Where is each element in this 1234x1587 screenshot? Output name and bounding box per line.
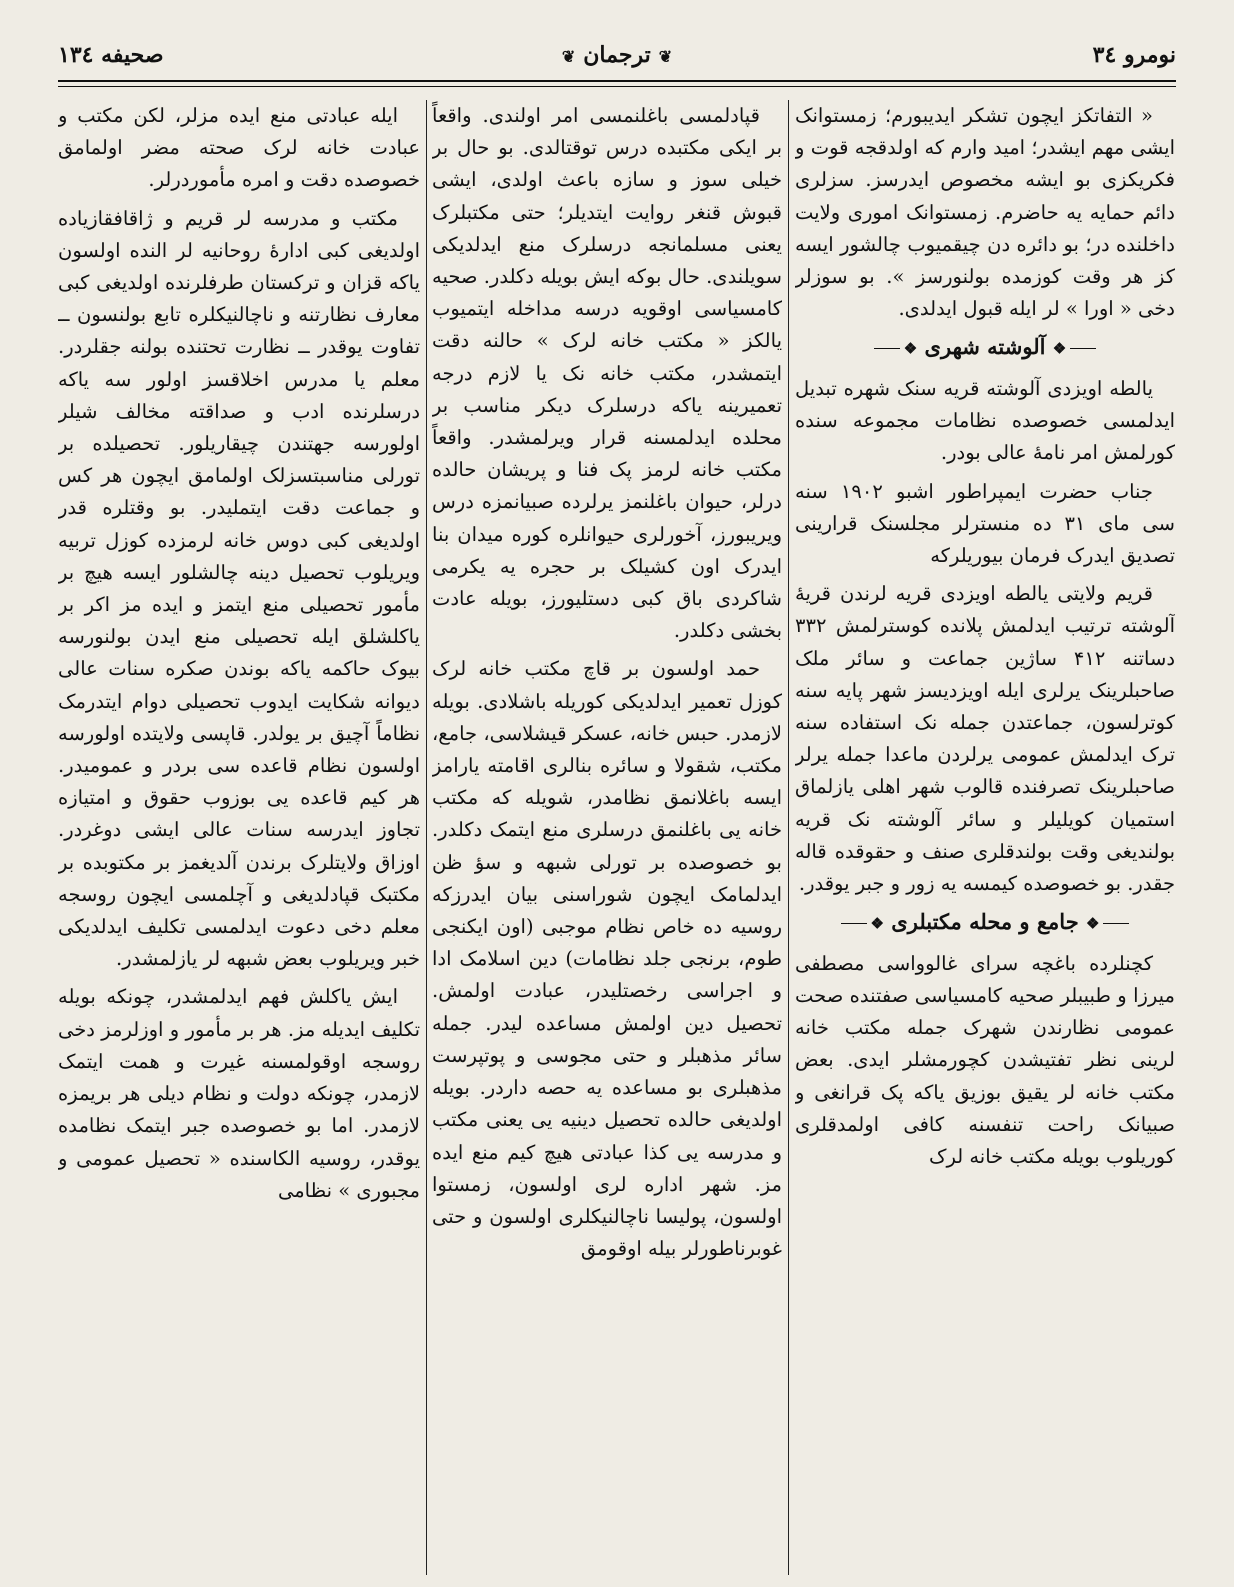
heading-flourish-icon: ❖ — [1052, 339, 1067, 358]
article-paragraph: یالطه اویزدی آلوشته قریه سنک شهره تبدیل ایدلمسی خصوصده نظامات مجموعه سنده کورلمش امر نامهٔ عالی بودر. — [795, 377, 1175, 465]
ornament-right-icon: ❦ — [561, 46, 576, 66]
heading-flourish-icon: ❖ — [1086, 914, 1100, 933]
masthead-title: ترجمان — [583, 42, 651, 68]
column-divider-left — [426, 100, 427, 1575]
heading-flourish-icon: ❖ — [903, 339, 918, 358]
article-paragraph: کچنلرده باغچه سرای غالوواسی مصطفی میرزا و طبیبلر صحیه کامسیاسی صفتنده صحت عمومی نظارندن شهرک جمله مکتب خانه لرینی نظر تفتیشدن کچورمشلر ایدی. بعض مکتب خانه لر یقیق بوزیق یاکه پک قرانغی و صبیانک راحت تنفسنه کافی اولمدقلری کوریلوب بویله مکتب خانه لرک — [795, 951, 1175, 1169]
page-header — [58, 38, 1176, 78]
article-paragraph: ایله عبادتی منع ایده مزلر، لکن مکتب و عبادت خانه لرک صحته مضر اولمامق خصوصده دقت و امره مأموردرلر. — [58, 104, 420, 192]
article-paragraph: حمد اولسون بر قاچ مکتب خانه لرک کوزل تعمیر ایدلدیکی کوریله باشلادی. بویله لازمدر. حبس خانه، عسکر قیشلاسی، جامع، مکتب، شقولا و سائره بنالری اقامته یارامز ایسه باغلانمق نظامدر، شویله که مکتب خانه یی باغلنمق درسلری منع ایتمک دکلدر. بو خصوصده بر تورلی شبهه و سؤ ظن ایدلمامک ایچون شوراسنی بیان ایدرزکه روسیه ده خاص نظام موجبی (اون ایکنجی طوم، برنجی جلد نظامات) دین اسلامک ادا و اجراسی رخصتلیدر، عبادت اولمش. تحصیل دین اولمش مساعده لیدر. جمله سائر مذهبلر و حتی مجوسی و پوتپرست مذهبلری بو مساعده یه حصه داردر. بویله اولدیغی حالده تحصیل دینیه یی یعنی مکتب و مدرسه یی کذا عبادتی هیچ کیم منع ایده مز. شهر اداره لری اولسون، زمستوا اولسون، پولیسا ناچالنیکلری اولسون و حتی غوبرناطورلر بیله اوقومق — [432, 657, 782, 1261]
article-paragraph: ایش یاکلش فهم ایدلمشدر، چونکه بویله تکلیف ایدیله مز. هر بر مأمور و اوزلرمز دخی روسجه اوقولمسنه غیرت و همت ایتمک لازمدر، چونکه دولت و نظام دیلی هر بریمزه لازمدر. اما بو خصوصده جبر ایتمک نظامده یوقدر، روسیه الکاسنده « تحصیل عمومی و مجبوری » نظامی — [58, 985, 420, 1202]
article-paragraph: « التفاتکز ایچون تشکر ایدیبورم؛ زمستوانک ایشی مهم ایشدر؛ امید وارم که اولدقجه قوت و فکریکزی بو ایشه مخصوص ایدرسز. سزلری دائم حمایه یه حاضرم. زمستوانک اموری ولایت داخلنده در؛ بو دائره دن چیقمیوب چالشور ایسه کز هر وقت کوزمده بولنورسز ». بو سوزلر دخی « اورا » لر ایله قبول ایدلدی. — [795, 104, 1175, 321]
header-rule-thick — [58, 80, 1176, 82]
article-paragraph: جناب حضرت ایمپراطور اشبو ۱۹۰۲ سنه سی مای ۳۱ ده منسترلر مجلسنک قرارینی تصدیق ایدرک فرمان بیوریلرکه — [795, 479, 1175, 568]
heading-dash — [874, 348, 900, 349]
article-paragraph: مکتب و مدرسه لر قریم و ژاقافقازیاده اولدیغی کبی ادارهٔ روحانیه لر النده اولسون یاکه قزان و ترکستان طرفلرنده اولدیغی کبی معارف نظارتنه و ناچالنیکلره تابع بولنسون ــ تفاوت یوقدر ــ نظارت تحتنده بولنه جقلردر. معلم یا مدرس اخلاقسز اولور سه یاکه درسلرنده ادب و صداقته مخالف شیلر اولورسه جهتندن چیقاریلور. تحصیلده بر تورلی مناسبتسزلک اولمامق ایچون هر کس و جماعت دقت ایتملیدر. بو وقتلره قدر اولدیغی کبی دوس خانه لرمزده کوزل تربیه ویریلوب تحصیل دینه چالشلور ایسه هیچ بر مأمور تحصیلی منع ایتمز و ایده مز اکر بر یاکلشلق ایله تحصیلی منع ایدن بولنورسه بیوک حاکمه یاکه بوندن صکره سنات عالی دیوانه شکایت ایدوب تحصیلی دوام ایتدرمک نظاماً آچیق بر یولدر. قاپسی ولایتده اولورسه اولسون نظام قاعده سی بردر و عمومیدر. هر کیم قاعده یی بوزوب حقوق و امتیازه تجاوز ایدرسه سنات عالی ایشی دوغردر. اوزاق ولایتلرک برندن آلدیغمز بر مکتوبده بر مکتبک قپادلدیغی و آچلمسی ایچون روسجه معلم دخی دعوت ایدلمسی تکلیف ایدلدیکی خبر ویریلوب بعض شبهه لر یازلمشدر. — [58, 206, 420, 971]
ornament-left-icon: ❦ — [658, 46, 673, 66]
heading-dash — [1103, 923, 1129, 924]
column-right — [795, 100, 1175, 1575]
masthead-title-block — [554, 42, 680, 68]
section-heading-schools — [795, 906, 1175, 940]
heading-dash — [841, 923, 867, 924]
heading-flourish-icon: ❖ — [870, 914, 884, 933]
column-middle — [432, 100, 782, 1575]
article-paragraph: قریم ولایتی یالطه اویزدی قریه لرندن قریهٔ آلوشته ترتیب ایدلمش پلانده کوسترلمش ۳۳۲ دساتنه ۴۱۲ ساژین جماعت و سائر ملک صاحبلرینک یرلری ایله اویزدیسز شهر پایه سنه کوترلسون، جماعتدن جمله نک استفاده سنه ترک ایدلمش عمومی یرلردن ماعدا جمله یرلر صاحبلرینک تصرفنده قالوب شهر اهلی یازلماق استمیان کویلیلر و سائر آلوشته نک قریه بولندیغی وقت بولندقلری صنف و حقوقده قاله جقدر. بو خصوصده کیمسه یه زور و جبر یوقدر. — [795, 582, 1175, 896]
section-heading-alushta — [795, 331, 1175, 365]
section-heading-text: جامع و محله مکتبلری — [891, 909, 1079, 935]
column-divider-right — [788, 100, 789, 1575]
section-heading-text: آلوشته شهری — [924, 334, 1046, 360]
article-paragraph: قپادلمسی باغلنمسی امر اولندی. واقعاً بر ایکی مکتبده درس توقتالدی. بو حال بر خیلی سوز و سازه باعث اولدی، ایشی قبوش قنغر روایت ایتدیلر؛ حتی مکتبلرک یعنی مسلمانجه درسلرک منع ایدلدیکی سویلندی. حال بوکه ایش بویله دکلدر. صحیه کامسیاسی اوقویه درسه مداخله ایتمیوب یالکز « مکتب خانه لرک » حالنه دقت ایتمشدر، مکتب خانه نک یا لازم درجه تعمیرینه یاکه درسلرک دیکر مناسب بر محلده ایدلمسنه قرار ویرلمشدر. واقعاً مکتب خانه لرمز پک فنا و پریشان حالده درلر، حیوان باغلنمز یرلرده صبیانمزه درس ویریبورز، آخورلری حیوانلره کوره میدان بنا ایدرک اون کشیلک بر حجره یه یکرمی شاکردی باق کبی دستلیورز، بویله عادت بخشی دکلدر. — [432, 104, 782, 643]
issue-number: نومرو ۳٤ — [1092, 42, 1176, 68]
header-rule-thin — [58, 86, 1176, 87]
heading-dash — [1070, 348, 1096, 349]
page-number: صحیفه ۱۳٤ — [58, 42, 164, 68]
column-left — [58, 100, 420, 1575]
